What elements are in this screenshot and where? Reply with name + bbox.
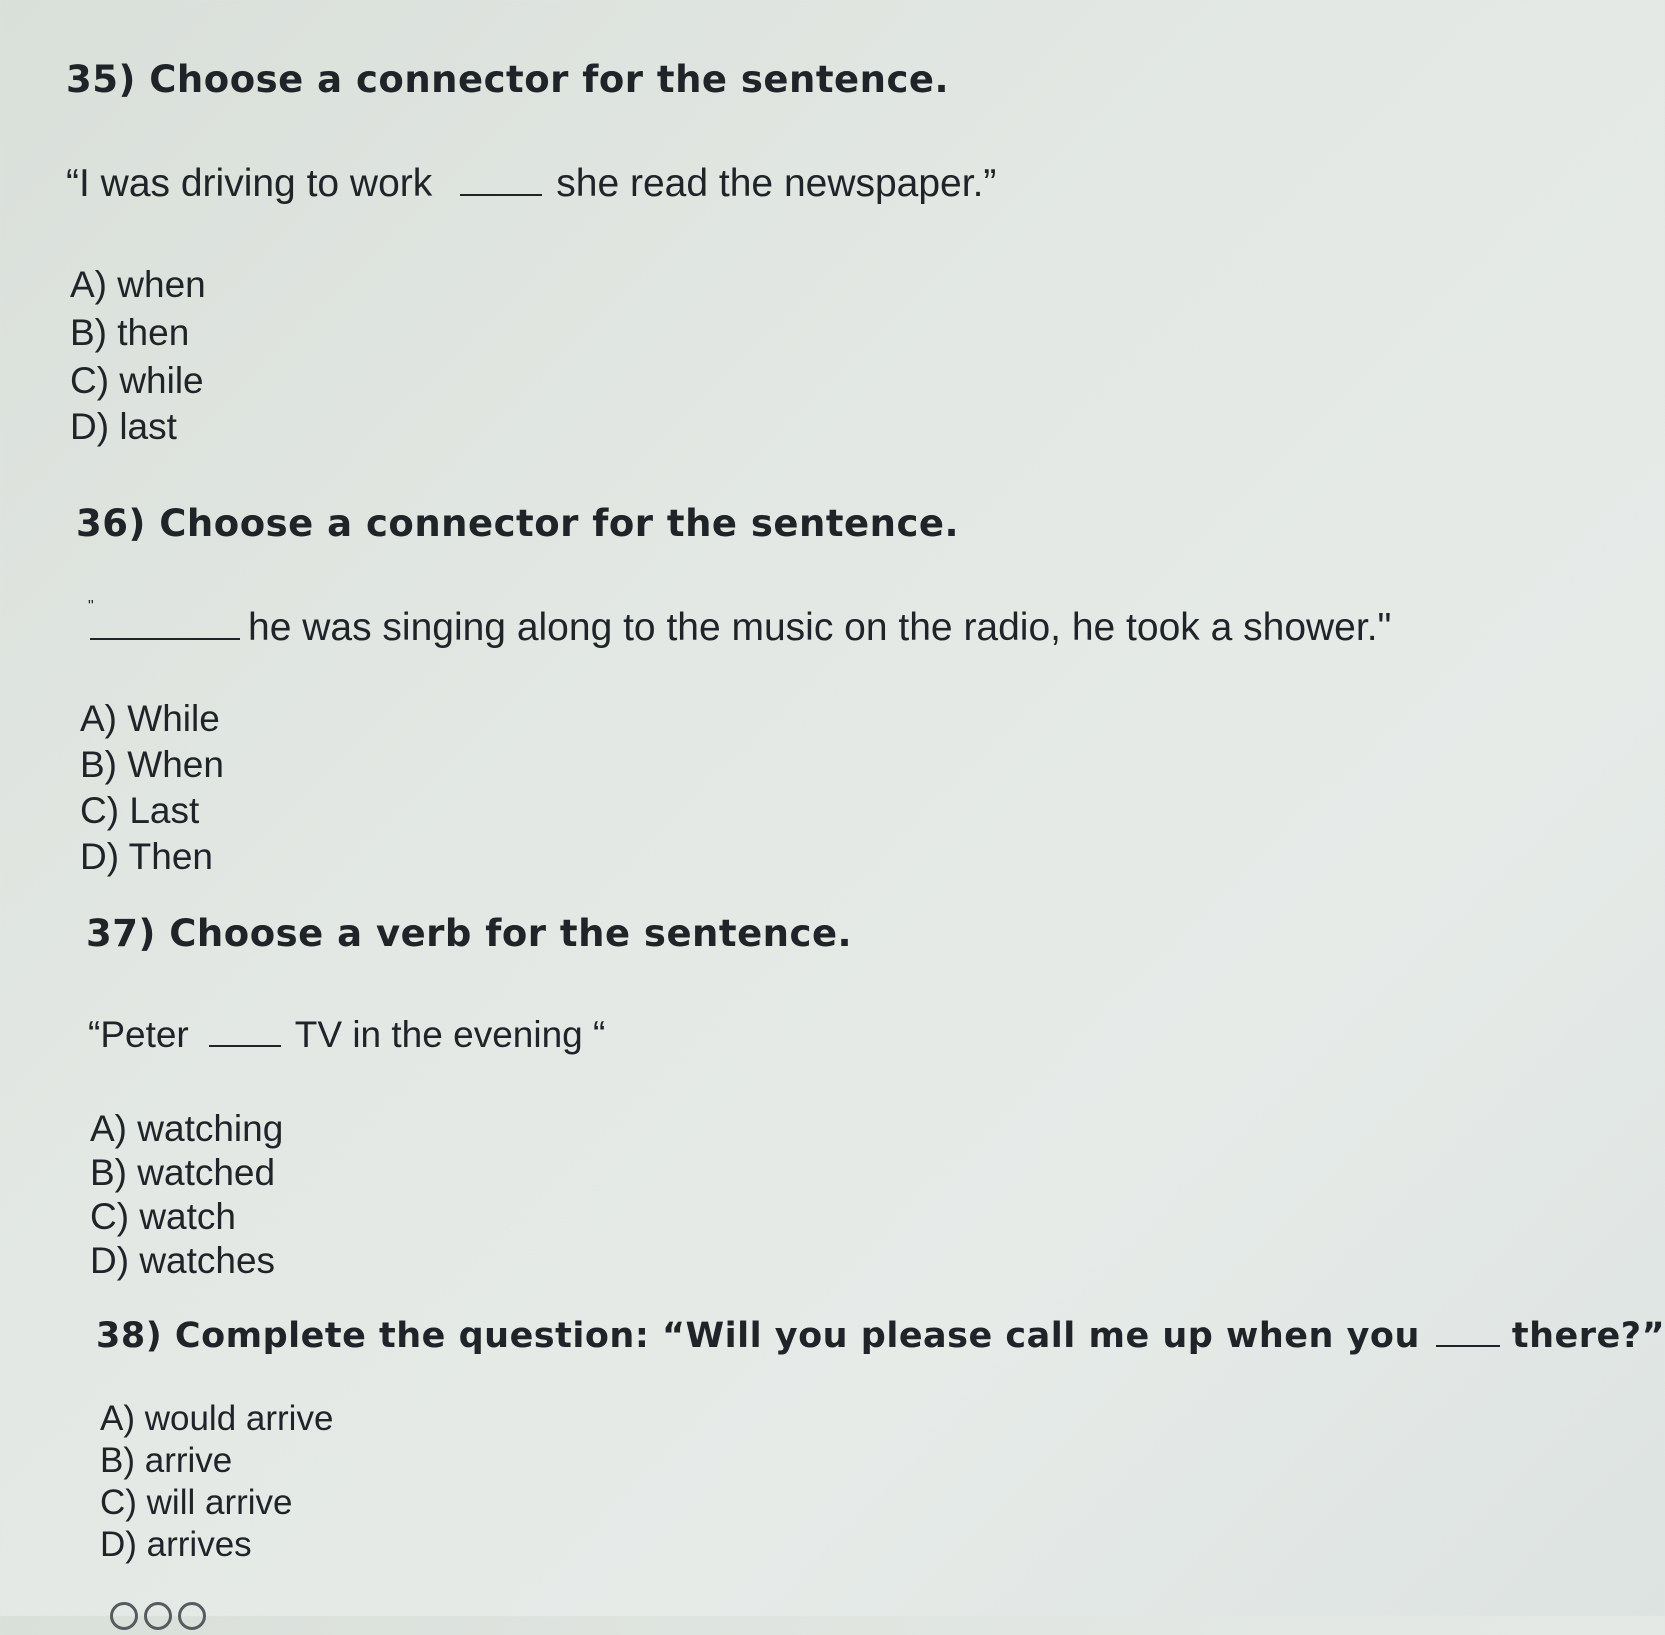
sentence-before-blank: “Peter <box>88 1014 189 1055</box>
option-b: B) arrive <box>100 1441 233 1480</box>
question-36-options <box>80 696 224 880</box>
cut-off-glyph <box>178 1602 206 1630</box>
answer-blank <box>460 192 542 196</box>
option-a: A) watching <box>90 1108 284 1149</box>
option-c: C) watch <box>90 1196 236 1237</box>
cut-off-glyph <box>144 1602 172 1630</box>
option-b: B) watched <box>90 1152 276 1193</box>
question-sentence <box>88 1014 605 1056</box>
option-d: D) watches <box>90 1240 276 1281</box>
question-title: 37) Choose a verb for the sentence. <box>86 912 853 955</box>
question-35-sentence <box>66 162 996 206</box>
option-a: A) would arrive <box>100 1399 334 1438</box>
option-c: C) will arrive <box>100 1483 293 1522</box>
answer-blank <box>209 1043 281 1047</box>
open-quote: " <box>88 598 94 615</box>
option-d: D) arrives <box>100 1525 252 1564</box>
question-title-before-blank: 38) Complete the question: “Will you please call me up when you <box>96 1316 1420 1356</box>
question-title: 35) Choose a connector for the sentence. <box>66 58 950 101</box>
option-a: A) While <box>80 698 220 739</box>
answer-blank <box>1436 1343 1500 1347</box>
question-title: 36) Choose a connector for the sentence. <box>76 502 960 545</box>
sentence-before-blank: “I was driving to work <box>66 162 433 205</box>
cut-off-text-fragment <box>110 1602 270 1616</box>
question-38 <box>96 1316 1665 1356</box>
option-c: C) while <box>70 360 204 401</box>
option-d: D) last <box>70 406 177 447</box>
sentence-after-blank: he was singing along to the music on the radio, he took a shower." <box>248 606 1392 649</box>
question-37-sentence <box>88 1014 605 1056</box>
option-b: B) When <box>80 744 224 785</box>
sentence-after-blank: TV in the evening “ <box>294 1014 606 1055</box>
question-35-options <box>70 262 206 450</box>
question-37-options <box>90 1106 283 1284</box>
question-sentence <box>66 162 996 206</box>
question-sentence <box>90 606 1391 650</box>
sentence-after-blank: she read the newspaper.” <box>556 162 997 205</box>
cut-off-glyph <box>110 1602 138 1630</box>
option-c: C) Last <box>80 790 200 831</box>
answer-blank <box>90 636 240 640</box>
question-36 <box>76 502 959 545</box>
option-b: B) then <box>70 312 190 353</box>
option-a: A) when <box>70 264 206 305</box>
question-38-options <box>100 1398 333 1566</box>
question-title <box>96 1316 1665 1356</box>
question-36-sentence <box>90 606 1391 650</box>
question-35 <box>66 58 949 101</box>
question-37 <box>86 912 852 955</box>
question-title-after-blank: there?” <box>1511 1316 1665 1356</box>
option-d: D) Then <box>80 836 213 877</box>
